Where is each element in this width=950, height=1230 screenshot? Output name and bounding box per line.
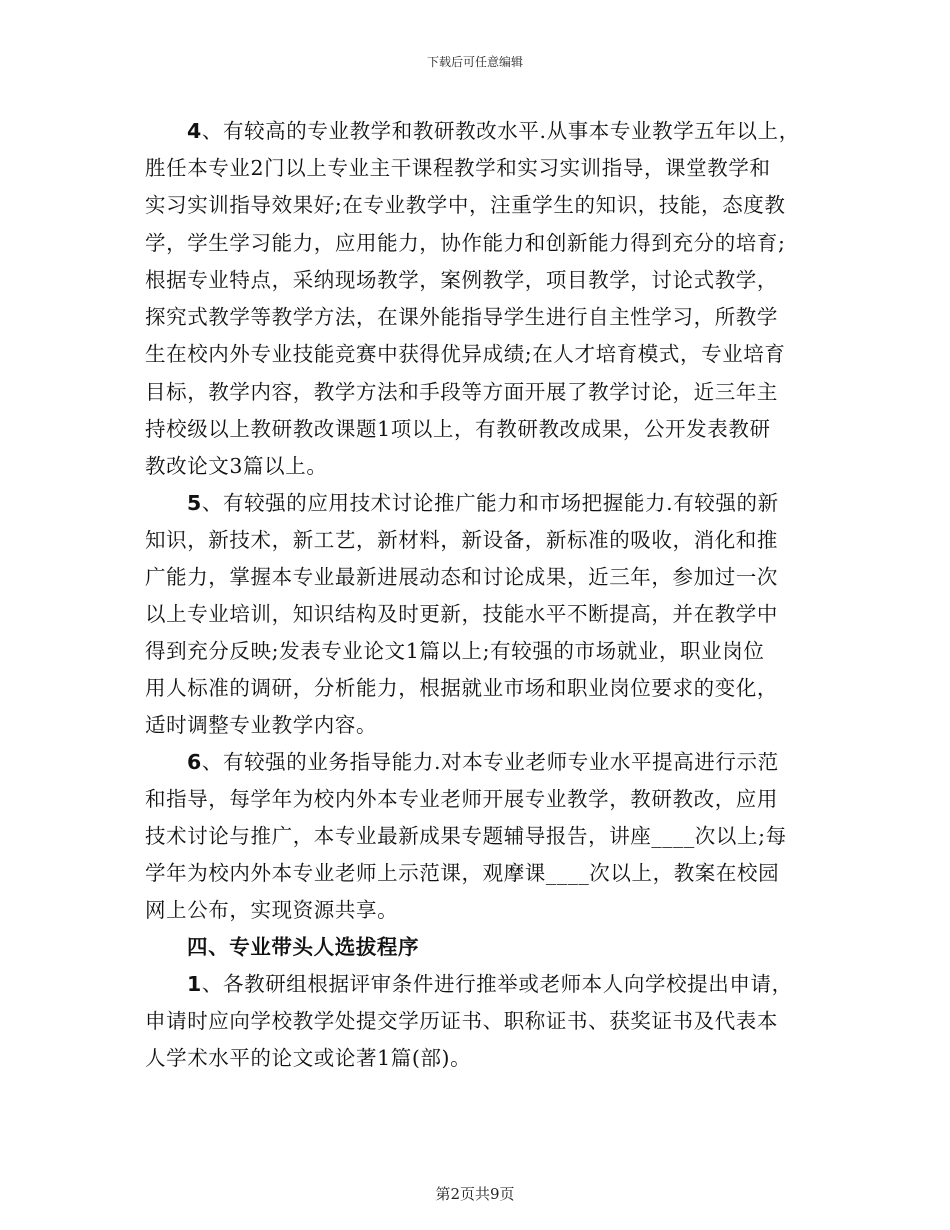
- procedure-1-line-2: 申请时应向学校教学处提交学历证书、职称证书、获奖证书及代表本: [145, 1009, 778, 1033]
- page-header: 下载后可任意编辑: [426, 55, 523, 69]
- paragraph-4-line-6: 探究式教学等教学方法，在课外能指导学生进行自主性学习，所教学: [145, 305, 778, 329]
- paragraph-4-line-1: 4、有较高的专业教学和教研教改水平.从事本专业教学五年以上，: [187, 119, 800, 143]
- page-number: 第2页共9页: [435, 1185, 515, 1203]
- paragraph-5-line-4: 以上专业培训，知识结构及时更新，技能水平不断提高，并在教学中: [145, 602, 778, 626]
- paragraph-6-line-5: 网上公布，实现资源共享。: [145, 898, 399, 922]
- procedure-1-number: 1: [187, 972, 202, 996]
- paragraph-4-line-10: 教改论文3篇以上。: [145, 454, 328, 478]
- paragraph-4-line-2: 胜任本专业2门以上专业主干课程教学和实习实训指导，课堂教学和: [145, 156, 771, 180]
- paragraph-6-line-4: 学年为校内外本专业老师上示范课，观摩课____次以上，教案在校园: [145, 861, 780, 885]
- paragraph-6-line-2: 和指导，每学年为校内外本专业老师开展专业教学，教研教改，应用: [145, 787, 778, 811]
- paragraph-5-line-7: 适时调整专业教学内容。: [145, 713, 378, 737]
- paragraph-6-number: 6: [187, 750, 202, 774]
- paragraph-5-line-1: 5、有较强的应用技术讨论推广能力和市场把握能力.有较强的新: [187, 491, 779, 515]
- paragraph-4-number: 4: [187, 119, 202, 143]
- paragraph-4-line-5: 根据专业特点，采纳现场教学，案例教学，项目教学，讨论式教学，: [145, 268, 778, 292]
- procedure-1-line-3: 人学术水平的论文或论著1篇(部)。: [145, 1046, 472, 1070]
- paragraph-4-line-7: 生在校内外专业技能竞赛中获得优异成绩;在人才培育模式，专业培育: [145, 342, 786, 366]
- procedure-1-line-1: 1、各教研组根据评审条件进行推举或老师本人向学校提出申请，: [187, 972, 793, 996]
- paragraph-5-number: 5: [187, 491, 202, 515]
- paragraph-5-line-5: 得到充分反映;发表专业论文1篇以上;有较强的市场就业，职业岗位: [145, 639, 765, 663]
- paragraph-5-line-6: 用人标准的调研，分析能力，根据就业市场和职业岗位要求的变化，: [145, 676, 778, 700]
- paragraph-4-line-9: 持校级以上教研教改课题1项以上，有教研教改成果，公开发表教研: [145, 417, 771, 441]
- paragraph-6-line-1: 6、有较强的业务指导能力.对本专业老师专业水平提高进行示范: [187, 750, 779, 774]
- paragraph-6-line-3: 技术讨论与推广，本专业最新成果专题辅导报告，讲座____次以上;每: [145, 824, 787, 848]
- paragraph-4-line-3: 实习实训指导效果好;在专业教学中，注重学生的知识，技能，态度教: [145, 193, 786, 217]
- section-heading: 四、专业带头人选拔程序: [187, 935, 420, 959]
- paragraph-4-line-8: 目标，教学内容，教学方法和手段等方面开展了教学讨论，近三年主: [145, 380, 778, 404]
- paragraph-4-line-4: 学，学生学习能力，应用能力，协作能力和创新能力得到充分的培育;: [145, 231, 786, 255]
- paragraph-5-line-2: 知识，新技术，新工艺，新材料，新设备，新标准的吸收，消化和推: [145, 528, 778, 552]
- paragraph-5-line-3: 广能力，掌握本专业最新进展动态和讨论成果，近三年，参加过一次: [145, 565, 778, 589]
